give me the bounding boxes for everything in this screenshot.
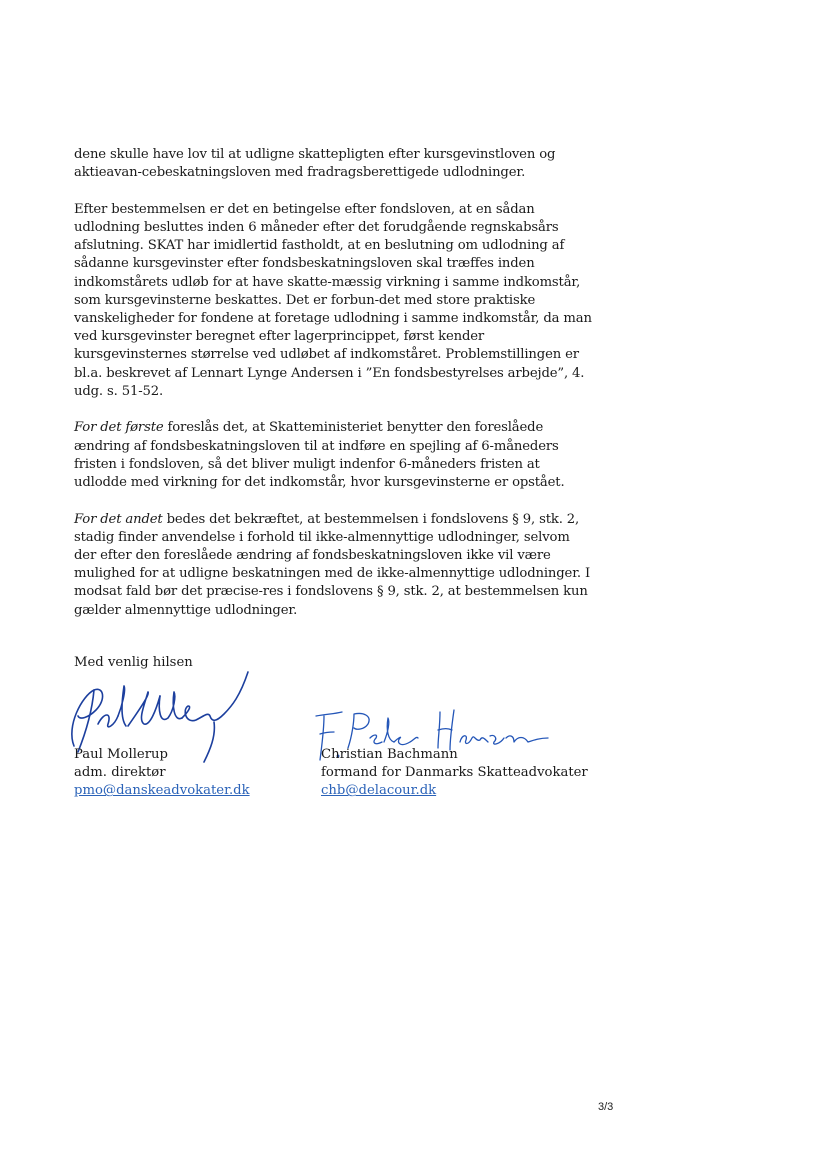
paragraph-3-lead: For det første (74, 420, 164, 436)
paragraph-2: Efter bestemmelsen er det en betingelse efter fondsloven, at en sådan udlodning besluttes inden 6 måneder efter det forudgående regnskabsårs afslutning. SKAT har imidlertid fastholdt, at en beslutning om udlodning af sådanne kursgevinster efter fondsbeskatningsloven skal træffes inden indkomstårets udløb for at have skatte-mæssig virkning i samme indkomstår, som kursgevinsterne beskattes. Det er forbun-det med store praktiske vanskeligheder for fondene at foretage udlodning i samme indkomstår, da man ved kursgevinster beregnet efter lagerprincippet, først kender kursgevinsternes størrelse ved udløbet af indkomståret. Problemstillingen er bl.a. beskrevet af Lennart Lynge Andersen i ”En fondsbestyrelses arbejde”, 4. udg. s. 51-52. (74, 201, 592, 399)
signatory-left-email-link[interactable]: pmo@danskeadvokater.dk (74, 783, 250, 799)
paragraph-3-text: foreslås det, at Skatteministeriet benytter den foreslåede ændring af fondsbeskatningsloven til at indføre en spejling af 6-måneders fristen i fondsloven, så det bliver muligt indenfor 6-måneders fristen at udlodde med virkning for det indkomstår, hvor kursgevinsterne er opstået. (74, 420, 565, 491)
signatory-left-title: adm. direktør (74, 765, 166, 781)
signatory-right-title: formand for Danmarks Skatteadvokater (321, 765, 588, 781)
signatory-right-name: Christian Bachmann (321, 747, 458, 762)
page-number: 3/3 (598, 1101, 614, 1113)
paragraph-4 (74, 511, 594, 620)
signatory-left (74, 746, 250, 801)
letter-body (74, 146, 594, 638)
signatory-left-name: Paul Mollerup (74, 747, 168, 762)
paragraph-4-text: bedes det bekræftet, at bestemmelsen i fondslovens § 9, stk. 2, stadig finder anvendelse i forhold til ikke-almennyttige udlodninger, selvom der efter den foreslåede ændring af fondsbeskatningsloven ikke vil være mulighed for at udligne beskatningen med de ikke-almennyttige udlodninger. I modsat fald bør det præcise-res i fondslovens § 9, stk. 2, at bestemmelsen kun gælder almennyttige udlodninger. (74, 511, 591, 618)
signatory-right-email-link[interactable]: chb@delacour.dk (321, 783, 437, 799)
paragraph-3 (74, 419, 594, 492)
paragraph-4-lead: For det andet (74, 511, 163, 527)
paragraph-1: dene skulle have lov til at udligne skattepligten efter kursgevinstloven og aktieavan-cebeskatningsloven med fradragsberettigede udlodninger. (74, 147, 556, 181)
closing-salutation: Med venlig hilsen (74, 655, 193, 670)
signatory-right (321, 746, 588, 801)
